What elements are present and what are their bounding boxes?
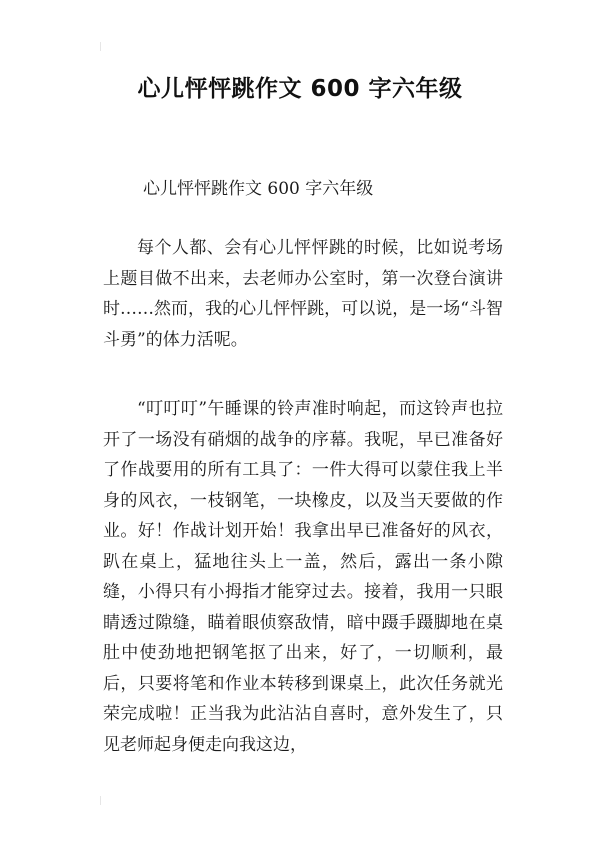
page-title: 心儿怦怦跳作文 600 字六年级 <box>137 76 463 102</box>
page-corner-mark-top <box>100 42 101 51</box>
page-corner-mark-bottom <box>100 796 101 805</box>
paragraph-2: “叮叮叮”午睡课的铃声准时响起，而这铃声也拉开了一场没有硝烟的战争的序幕。我呢，早已准备好了作战要用的所有工具了：一件大得可以蒙住我上半身的风衣，一枝钢笔，一块橡皮，以及当天要做的作业。好！作战计划开始！我拿出早已准备好的风衣，趴在桌上，猛地往头上一盖，然后，露出一条小隙缝，小得只有小拇指才能穿过去。接着，我用一只眼睛透过隙缝，瞄着眼侦察敌情，暗中蹑手蹑脚地在桌肚中使劲地把钢笔抠了出来，好了，一切顺利，最后，只要将笔和作业本转移到课桌上，此次任务就光荣完成啦！正当我为此沾沾自喜时，意外发生了，只见老师起身便走向我这边， <box>103 399 503 755</box>
paragraph-1: 每个人都、会有心儿怦怦跳的时候，比如说考场上题目做不出来，去老师办公室时，第一次登台演讲时……然而，我的心儿怦怦跳，可以说，是一场“斗智斗勇”的体力活呢。 <box>103 238 503 350</box>
document-subtitle: 心儿怦怦跳作文 600 字六年级 <box>143 179 374 199</box>
